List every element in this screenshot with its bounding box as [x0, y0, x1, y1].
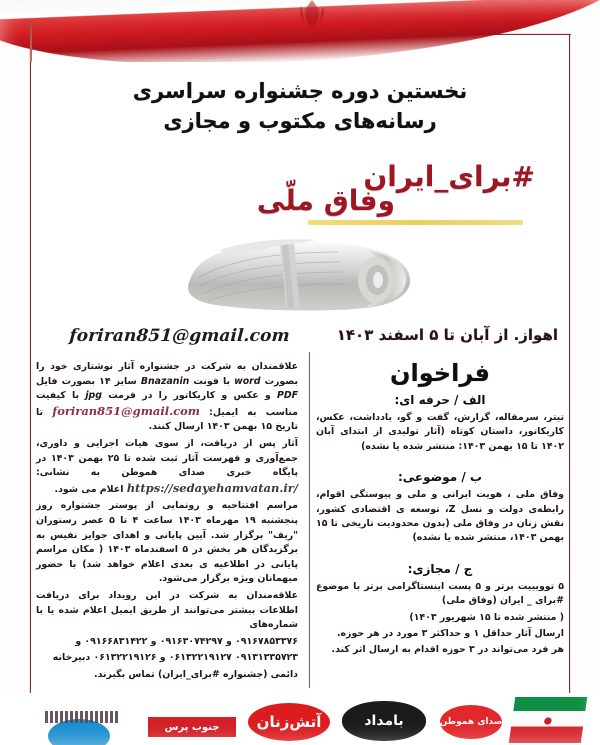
slogan-underline	[308, 220, 523, 225]
red-oval-logo: آتش‌زنان	[248, 703, 330, 741]
rolled-newspaper-photo	[168, 228, 433, 320]
section-c-body-3: ارسال آثار حداقل ۱ و حداکثر ۳ مورد در هر حوزه.	[336, 628, 564, 640]
red-bar-logo: جنوب پرس	[148, 717, 236, 737]
location-date: اهواز. از آبان تا ۵ اسفند ۱۴۰۳	[336, 326, 558, 344]
slogan-secondary: وفاق ملّی	[256, 184, 395, 217]
instructions-paragraph-4-tail: دائمی (جشنواره #برای_ایران) تماس بگیرند.	[94, 668, 298, 680]
section-c-heading: ج / مجازی:	[407, 561, 473, 576]
p1-part1: علاقمندان به شرکت در جشنواره آثار نوشتاری خود را بصورت	[36, 361, 299, 387]
p1-jpg-format: jpg	[85, 390, 102, 402]
p1-word-format: word	[234, 375, 261, 387]
section-a-heading: الف / حرفه ای:	[394, 393, 486, 407]
section-a-body: تیتر، سرمقاله، گزارش، گفت و گو، یادداشت، عکس، کاریکاتور، داستان کوتاه (آثار تولیدی از ابتدای آبان ۱۴۰۲ تا ۱۵ بهمن ۱۴۰۳: منتشر شده یا نشده)	[316, 412, 564, 452]
section-c-body-4: هر فرد می‌تواند در ۳ حوزه اقدام به ارسال اثر کند.	[331, 644, 564, 656]
instructions-paragraph-3: مراسم افتتاحیه و رونمایی از پوستر جشنواره روز پنجشنبه ۱۹ مهرماه ۱۴۰۳ ساعت ۴ تا ۵ عصر رستوران "ریف" برگزار شد. آیین پایانی و اهدای جوایز نفیس به برگزیدگان هر بخش در ۵ اسفندماه ۱۴۰۳ ( مکان مراسم پایانی در اطلاعیه ی بعدی اعلام خواهد شد) با حضور میهمانان ویژه برگزار می‌شود.	[36, 500, 299, 585]
sponsor-logo-band	[0, 693, 600, 745]
section-b-body: وفاق ملی ، هویت ایرانی و ملی و پیوستگی اقوام، رابطه‌ی دولت و نسل Z، توسعه ی اقتصادی کشور، نقش زنان در وفاق ملی (بدون محدودیت تاریخی تا ۱۵ بهمن ۱۴۰۳، منتشر شده یا نشده)	[316, 489, 564, 544]
newspaper-roll-illustration	[168, 228, 433, 320]
call-for-entries-title: فراخوان	[390, 359, 490, 387]
p1-part2: با فونت	[193, 375, 230, 387]
poster-headline	[40, 76, 560, 136]
p1-part3: سایز ۱۴ بصورت فایل	[36, 375, 137, 387]
section-spacer-b	[316, 548, 564, 557]
p1-part5: با کیفیت مناسب به ایمیل:	[36, 390, 298, 418]
p2-text: آثار پس از دریافت، از سوی هیات اجرایی و داوری، جمع‌آوری و فهرست آثار ثبت شده تا ۲۵ بهمن ۱۴۰۳ در پایگاه خبری صدای هموطن به نشانی:	[36, 437, 298, 479]
black-oval-logo: بامداد	[342, 701, 426, 741]
contact-email[interactable]: foriran851@gmail.com	[68, 326, 291, 346]
instructions-paragraph-1	[36, 360, 298, 435]
p1-pdf-format: PDF	[276, 390, 299, 402]
p1-part4: و عکس و کاریکاتور را در فرمت	[108, 390, 271, 402]
phone-numbers-line-2[interactable]: ۰۹۱۳۱۳۳۵۷۲۳ ۰۶۱۳۲۲۱۹۱۲۷ و ۰۶۱۳۲۲۱۹۱۲۶ دبیرخانه	[52, 652, 298, 664]
poster-slogan	[55, 160, 545, 230]
p1-font-name: Bnazanin	[140, 375, 190, 387]
p4-text: علاقه‌مندان به شرکت در این رویداد برای دریافت اطلاعات بیشتر می‌توانند از طریق ایمیل اعلام شده یا با شماره‌های	[36, 589, 298, 631]
headline-line-2: رسانه‌های مکتوب و مجازی	[163, 109, 437, 133]
section-c-body-2: ( منتشر شده تا ۱۵ شهریور ۱۴۰۳)	[409, 611, 564, 623]
iran-flag-logo	[509, 697, 587, 743]
blue-logo-text-mask	[40, 711, 118, 723]
instructions-paragraph-4	[36, 589, 298, 633]
phone-numbers-line-1[interactable]: ۰۹۱۶۷۸۵۳۳۷۶ و ۰۹۱۶۳۰۷۴۲۹۷ و ۰۹۱۶۶۸۳۱۴۲۲ و	[75, 635, 298, 647]
headline-line-1: نخستین دوره جشنواره سراسری	[132, 79, 468, 103]
column-divider	[309, 352, 310, 688]
iran-emblem-icon	[281, 0, 343, 32]
slogan-hashtag: #برای_ایران	[363, 160, 535, 193]
p2-website-link[interactable]: https://sedayehamvatan.ir/	[126, 480, 298, 495]
section-b-heading: ب / موضوعی:	[397, 470, 482, 485]
flag-logo-emblem-icon	[540, 715, 556, 726]
section-spacer-a	[316, 456, 564, 465]
p1-part6: تا تاریخ ۱۵ بهمن ۱۴۰۳ ارسال کنند.	[36, 406, 298, 433]
instructions-paragraph-2	[36, 437, 298, 497]
submission-instructions-column	[36, 360, 298, 684]
p2-tail: اعلام می شود.	[54, 483, 124, 495]
red-small-logo: صدای هموطن	[440, 705, 502, 739]
section-c-body-1: ۵ توویییت برتر و ۵ پست اینستاگرامی برتر با موضوع #برای _ ایران (وفاق ملی)	[316, 580, 564, 607]
call-for-entries-column	[316, 358, 564, 660]
p1-email-link[interactable]: foriran851@gmail.com	[52, 403, 200, 418]
